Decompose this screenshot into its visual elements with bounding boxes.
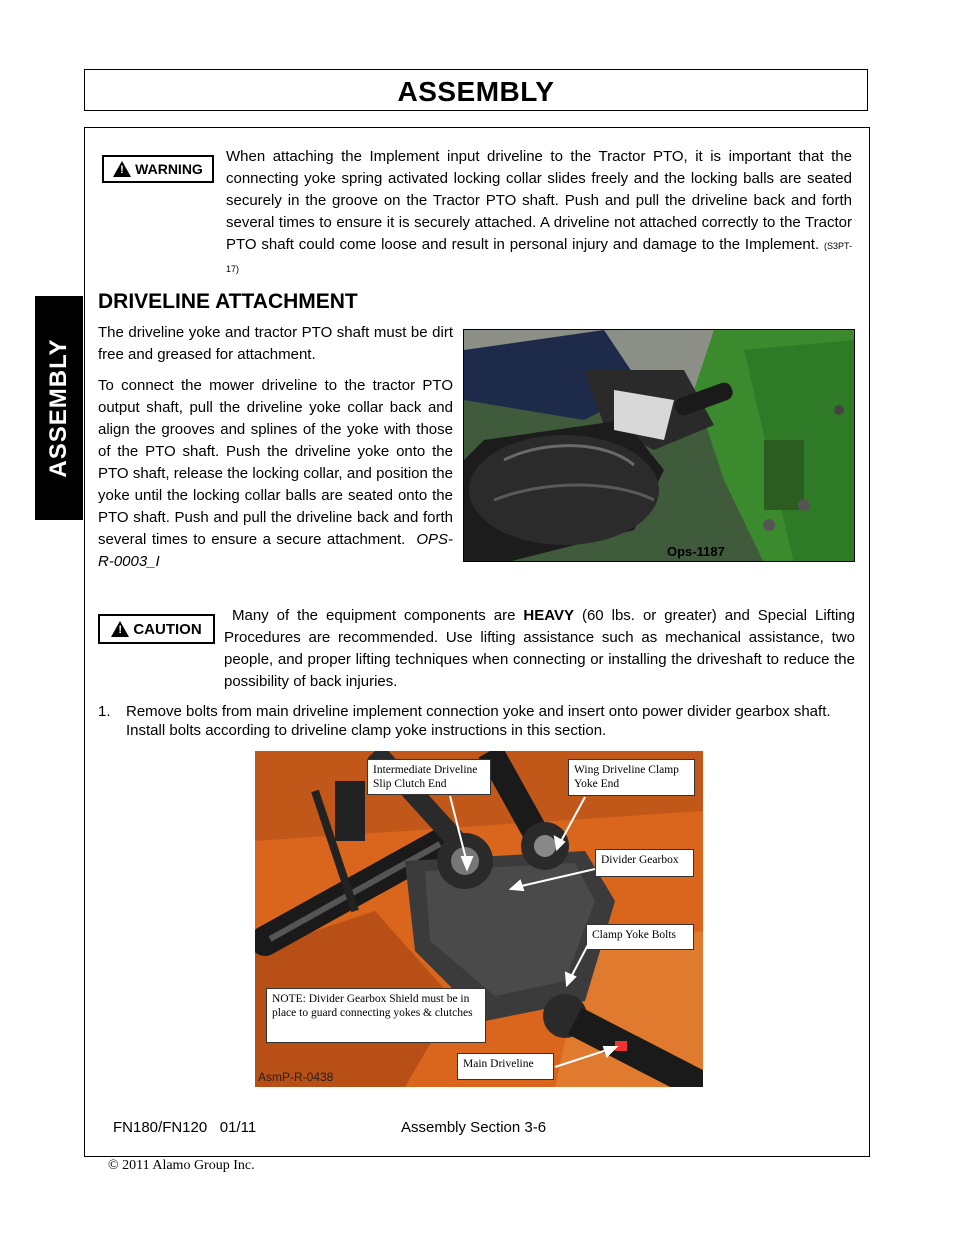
photo-divider-gearbox [255, 751, 703, 1087]
page-title: ASSEMBLY [397, 76, 555, 107]
side-tab-label: ASSEMBLY [45, 338, 72, 478]
caution-text: Many of the equipment components are HEAVY (60 lbs. or greater) and Special Lifting Procedures are recommended. Use lifting assistance such as mechanical assistance, two people, and proper lifting techniques when connecting or installing the driveshaft to reduce the possibility of back injuries. [224, 607, 856, 690]
paragraph-2: To connect the mower driveline to the tractor PTO output shaft, pull the driveline yoke collar back and align the grooves and splines of the yoke with those of the PTO shaft. Push the driveline yoke onto the PTO shaft, release the locking collar, and position the yoke until the locking collar balls are seated onto the PTO shaft. Push and pull the driveline back and forth several times to ensure a secure attachment. OPS-R-0003_I [98, 377, 453, 570]
figure-2-label: AsmP-R-0438 [258, 1070, 334, 1084]
step-text: Remove bolts from main driveline implement connection yoke and insert onto power divider gearbox shaft. Install bolts according to driveline clamp yoke instructions in this section. [126, 703, 831, 739]
warning-text: When attaching the Implement input driveline to the Tractor PTO, it is important that the connecting yoke spring activated locking collar slides freely and the locking balls are seated securely in the groove on the Tractor PTO shaft. Push and pull the driveline back and forth several times to ensure it is securely attached. A driveline not attached correctly to the Tractor PTO shaft could come loose and result in personal injury and damage to the Implement. (S3PT-17) [226, 148, 852, 274]
callout-wing-driveline: Wing Driveline Clamp Yoke End [568, 759, 695, 796]
callout-intermediate-driveline: Intermediate Driveline Slip Clutch End [367, 759, 491, 795]
footer-model: FN180/FN120 01/11 [113, 1119, 257, 1136]
paragraph-2-ref: OPS-R-0003_I [98, 531, 453, 570]
warning-code: (S3PT-17) [226, 241, 852, 274]
footer-section: Assembly Section 3-6 [401, 1119, 547, 1136]
paragraph-1: The driveline yoke and tractor PTO shaft must be dirt free and greased for attachment. [98, 324, 453, 363]
callout-divider-gearbox: Divider Gearbox [595, 849, 694, 877]
photo-pto-connection [463, 329, 855, 562]
section-heading: DRIVELINE ATTACHMENT [98, 290, 358, 313]
callout-main-driveline: Main Driveline [457, 1053, 554, 1080]
side-tab [35, 296, 83, 520]
photo-label-ops: Ops-1187 [667, 544, 725, 559]
footer-copyright: © 2011 Alamo Group Inc. [108, 1158, 255, 1173]
callout-clamp-yoke-bolts: Clamp Yoke Bolts [586, 924, 694, 950]
callout-note-shield: NOTE: Divider Gearbox Shield must be in place to guard connecting yokes & clutches [266, 988, 486, 1043]
caution-label: ! CAUTION [98, 614, 215, 644]
step-number: 1. [98, 703, 111, 720]
header-box [84, 69, 868, 111]
pto-photo-illustration [464, 330, 855, 562]
warning-triangle-icon [113, 161, 131, 177]
warning-label: ! WARNING [102, 155, 214, 183]
caution-triangle-icon [111, 621, 129, 637]
